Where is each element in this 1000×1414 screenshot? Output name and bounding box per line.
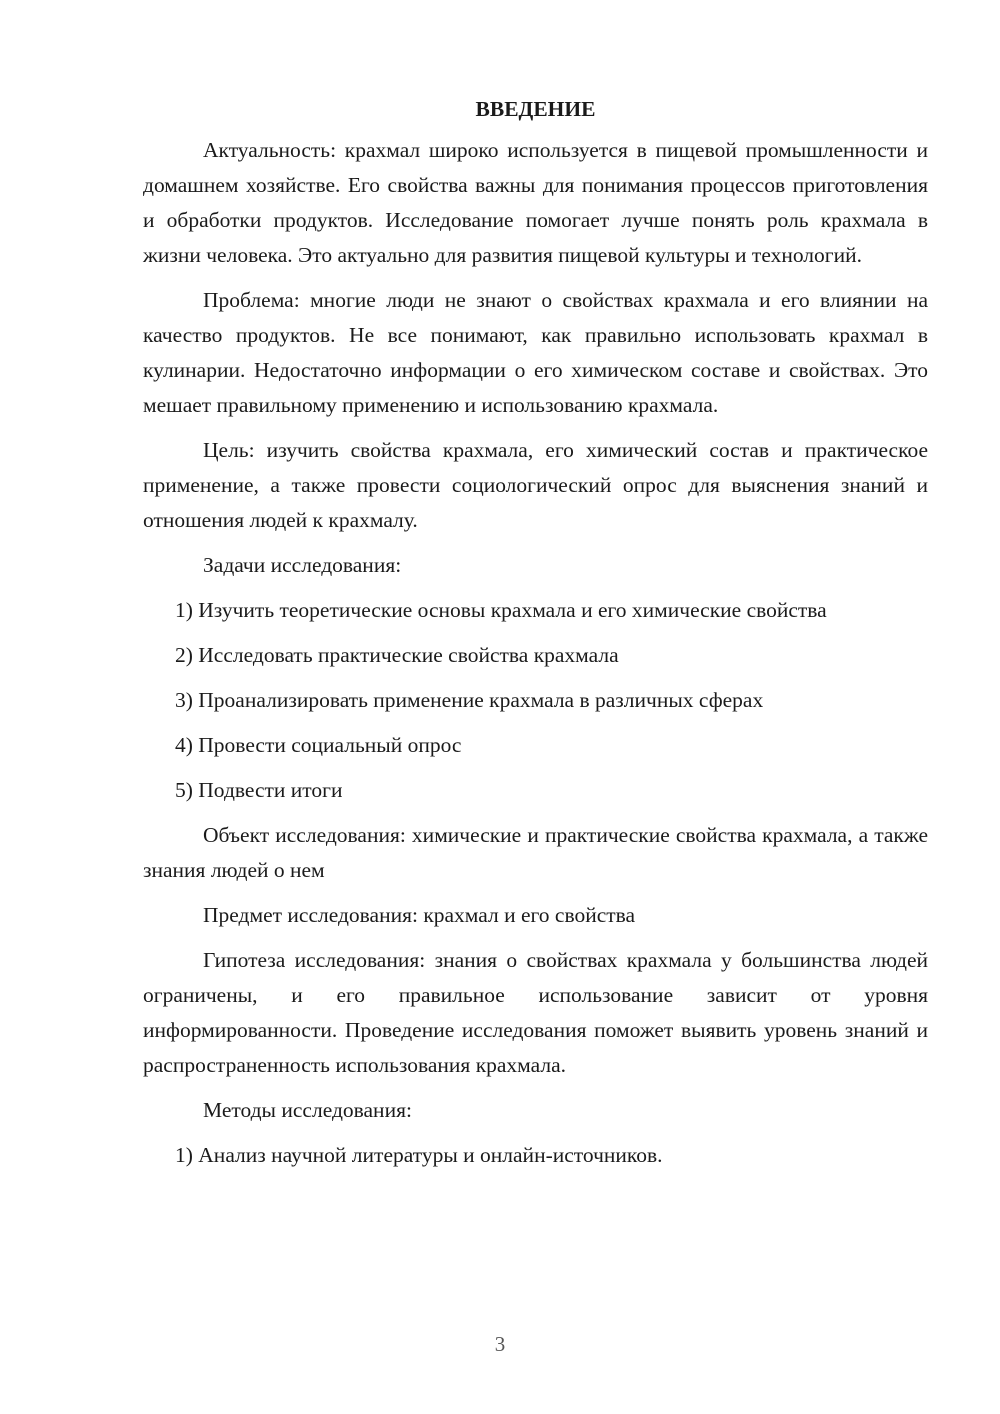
subject-paragraph: Предмет исследования: крахмал и его свойства: [203, 903, 636, 927]
relevance-paragraph: Актуальность: крахмал широко используется в пищевой промышленности и домашнем хозяйстве. Его свойства важны для понимания процессов приготовления и обработки продуктов. Исследование помогает лучше понять роль крахмала в жизни человека. Это актуально для развития пищевой культуры и технологий.: [143, 138, 928, 267]
page-title: ВВЕДЕНИЕ: [475, 97, 596, 121]
object-paragraph: Объект исследования: химические и практические свойства крахмала, а также знания людей о нем: [143, 823, 928, 882]
list-item: 5) Подвести итоги: [175, 778, 343, 802]
methods-heading: Методы исследования:: [203, 1098, 412, 1122]
list-item: 1) Анализ научной литературы и онлайн-источников.: [175, 1143, 663, 1167]
list-item: 1) Изучить теоретические основы крахмала и его химические свойства: [175, 598, 827, 622]
document-page: [143, 92, 928, 1183]
list-item: 2) Исследовать практические свойства крахмала: [175, 643, 619, 667]
methods-list: [143, 1138, 928, 1173]
problem-paragraph: Проблема: многие люди не знают о свойствах крахмала и его влиянии на качество продуктов. Не все понимают, как правильно использовать крахмал в кулинарии. Недостаточно информации о его химическом составе и свойствах. Это мешает правильному применению и использованию крахмала.: [143, 288, 928, 417]
list-item: 3) Проанализировать применение крахмала в различных сферах: [175, 688, 764, 712]
tasks-list: [143, 593, 928, 808]
goal-paragraph: Цель: изучить свойства крахмала, его химический состав и практическое применение, а также провести социологический опрос для выяснения знаний и отношения людей к крахмалу.: [143, 438, 928, 532]
hypothesis-paragraph: Гипотеза исследования: знания о свойствах крахмала у большинства людей ограничены, и его правильное использование зависит от уровня информированности. Проведение исследования поможет выявить уровень знаний и распространенность использования крахмала.: [143, 948, 928, 1077]
list-item: 4) Провести социальный опрос: [175, 733, 462, 757]
tasks-heading: Задачи исследования:: [203, 553, 402, 577]
page-number: 3: [494, 1332, 506, 1356]
